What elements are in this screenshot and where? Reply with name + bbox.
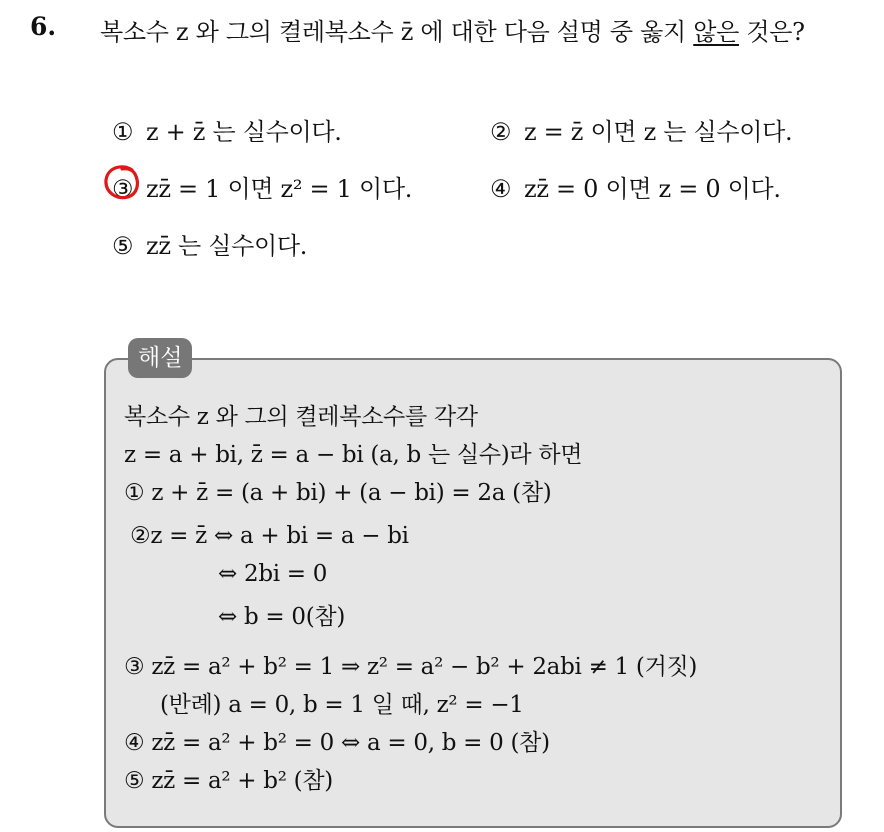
question-emphasis: 않은	[693, 18, 739, 46]
solution-line-10: ⑤ zz̄ = a² + b² (참)	[124, 768, 333, 794]
question-text-part1: 복소수 z 와 그의 켤레복소수 z̄ 에 대한 다음 설명 중 옳지	[100, 18, 694, 46]
choice-mark: ①	[112, 118, 134, 146]
choice-5[interactable]	[112, 226, 307, 261]
solution-line-3: ① z + z̄ = (a + bi) + (a − bi) = 2a (참)	[124, 480, 552, 506]
choice-text: zz̄ = 0 이면 z = 0 이다.	[524, 175, 781, 203]
solution-line-7: ③ zz̄ = a² + b² = 1 ⇒ z² = a² − b² + 2abi ≠ 1 (거짓)	[124, 654, 698, 680]
solution-line-8: (반례) a = 0, b = 1 일 때, z² = −1	[160, 692, 524, 718]
choice-mark: ②	[490, 118, 512, 146]
question-text	[100, 12, 805, 47]
choice-1[interactable]	[112, 112, 342, 147]
choice-text: z + z̄ 는 실수이다.	[146, 118, 342, 146]
solution-line-6: ⇔ b = 0(참)	[218, 604, 345, 630]
choice-text: zz̄ 는 실수이다.	[146, 232, 308, 260]
question-text-part2: 것은?	[738, 18, 805, 46]
solution-line-1: 복소수 z 와 그의 켤레복소수를 각각	[124, 404, 478, 430]
choice-mark: ④	[490, 175, 512, 203]
question-number: 6.	[30, 12, 57, 41]
solution-line-5: ⇔ 2bi = 0	[218, 561, 328, 587]
choice-mark: ⑤	[112, 232, 134, 260]
choice-3[interactable]	[112, 169, 412, 204]
choice-text: z = z̄ 이면 z 는 실수이다.	[524, 118, 793, 146]
choice-2[interactable]	[490, 112, 792, 147]
solution-line-4: ②z = z̄ ⇔ a + bi = a − bi	[130, 523, 409, 549]
solution-tag: 해설	[128, 338, 192, 378]
solution-line-2: z = a + bi, z̄ = a − bi (a, b 는 실수)라 하면	[124, 442, 583, 468]
solution-line-9: ④ zz̄ = a² + b² = 0 ⇔ a = 0, b = 0 (참)	[124, 730, 550, 756]
selected-answer-circle-icon	[102, 162, 142, 202]
choice-text: zz̄ = 1 이면 z² = 1 이다.	[146, 175, 413, 203]
choice-mark: ③	[112, 175, 134, 203]
choice-4[interactable]	[490, 169, 781, 204]
